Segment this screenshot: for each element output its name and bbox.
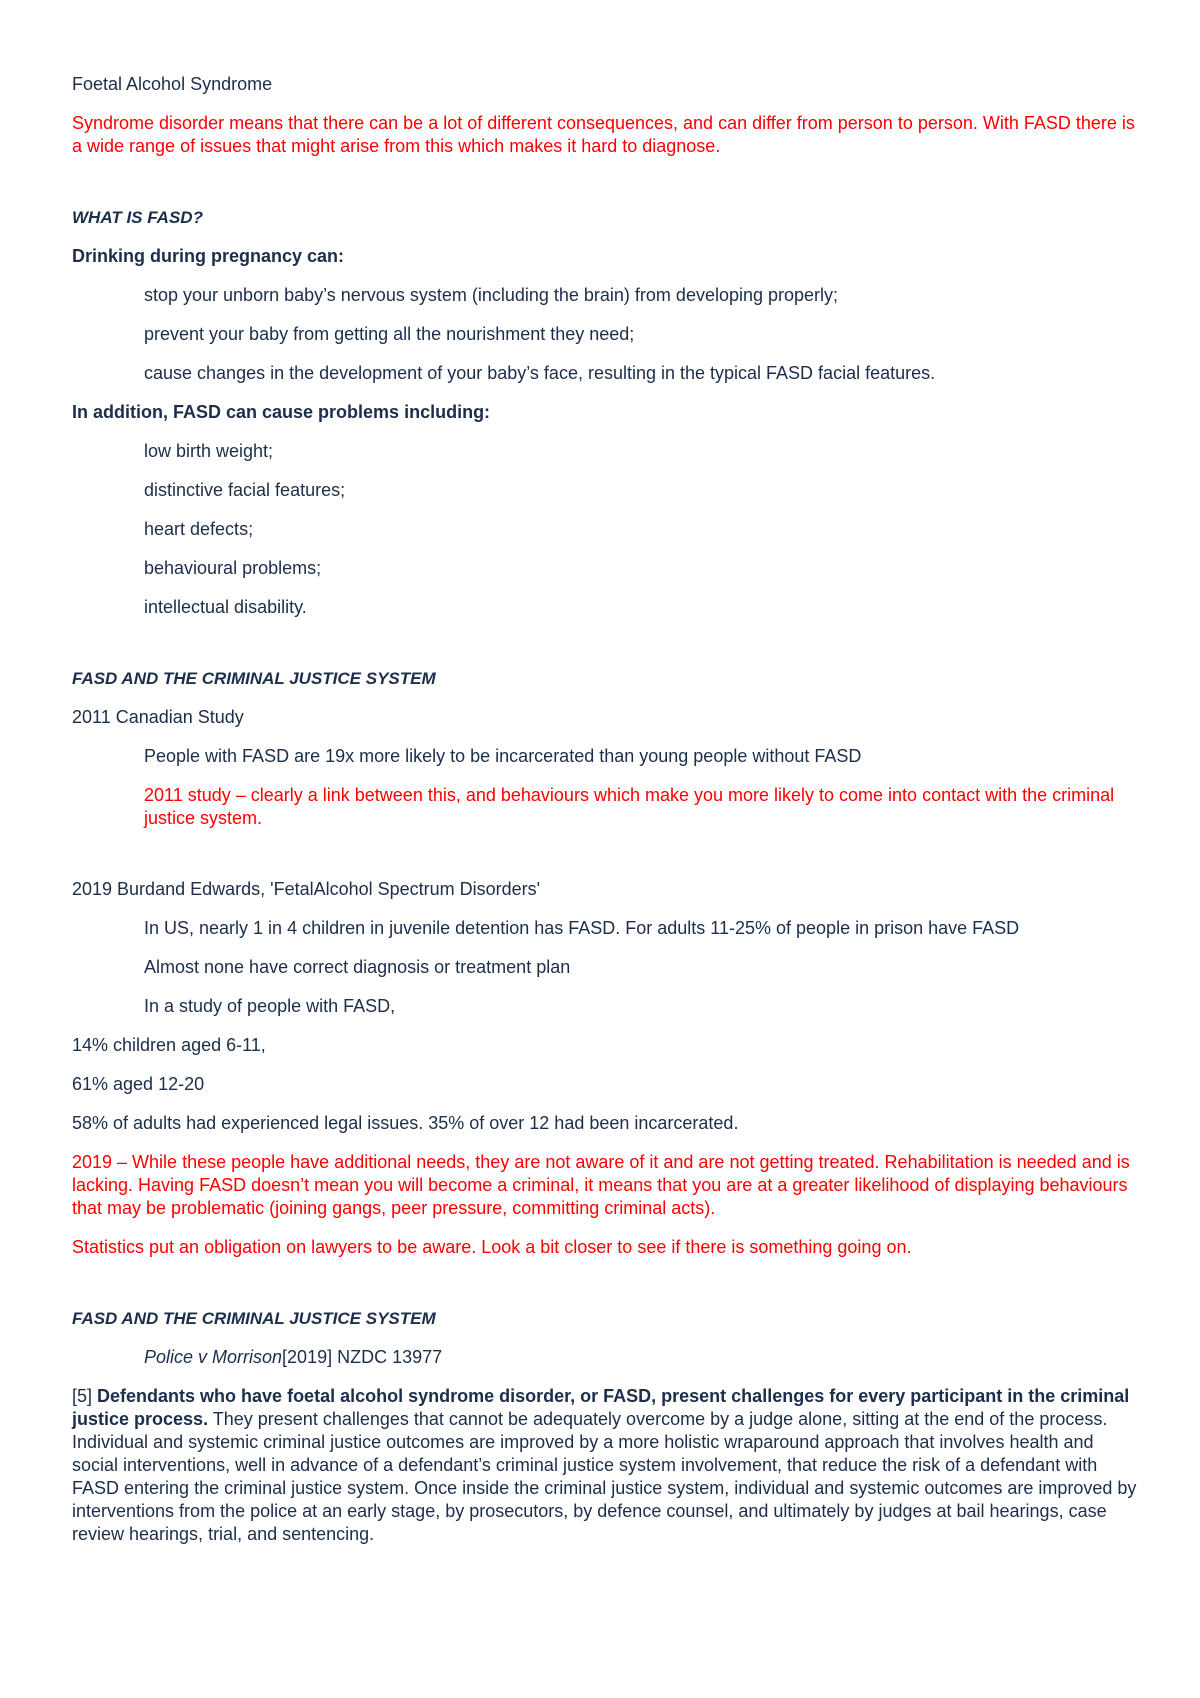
section-heading-what-is-fasd: WHAT IS FASD? xyxy=(72,208,203,227)
spacer xyxy=(72,174,1142,206)
list-item: prevent your baby from getting all the nourishment they need; xyxy=(144,324,635,344)
problems-label: In addition, FASD can cause problems including: xyxy=(72,402,491,422)
case-reference xyxy=(144,1346,1142,1369)
list-item: behavioural problems; xyxy=(144,558,322,578)
spacer xyxy=(72,635,1142,667)
study-2019-point: In US, nearly 1 in 4 children in juvenile detention has FASD. For adults 11-25% of people in prison have FASD xyxy=(144,918,1020,938)
spacer xyxy=(72,846,1142,878)
section-heading-criminal-justice-2: FASD AND THE CRIMINAL JUSTICE SYSTEM xyxy=(72,1309,436,1328)
list-item: stop your unborn baby’s nervous system (including the brain) from developing properly; xyxy=(144,285,839,305)
study-2019-point: Almost none have correct diagnosis or treatment plan xyxy=(144,957,571,977)
case-paragraph xyxy=(72,1385,1142,1546)
list-item: cause changes in the development of your baby’s face, resulting in the typical FASD facial features. xyxy=(144,363,936,383)
document-page xyxy=(72,73,1142,1562)
stat-line: 14% children aged 6-11, xyxy=(72,1035,266,1055)
study-2011-label: 2011 Canadian Study xyxy=(72,707,244,727)
intro-note: Syndrome disorder means that there can be a lot of different consequences, and can differ from person to person. With FASD there is a wide range of issues that might arise from this which makes it hard to diagnose. xyxy=(72,113,1135,156)
list-item: distinctive facial features; xyxy=(144,480,346,500)
case-citation: [2019] NZDC 13977 xyxy=(282,1347,443,1367)
pregnancy-label: Drinking during pregnancy can: xyxy=(72,246,345,266)
study-2011-note: 2011 study – clearly a link between this, and behaviours which make you more likely to come into contact with the criminal justice system. xyxy=(144,785,1115,828)
study-2019-point: In a study of people with FASD, xyxy=(144,996,396,1016)
list-item: heart defects; xyxy=(144,519,254,539)
stat-line: 61% aged 12-20 xyxy=(72,1074,205,1094)
note-2019: 2019 – While these people have additional needs, they are not aware of it and are not getting treated. Rehabilitation is needed and is lacking. Having FASD doesn’t mean you will become a criminal, it means that you are at a greater likelihood of displaying behaviours that may be problematic (joining gangs, peer pressure, committing criminal acts). xyxy=(72,1152,1130,1218)
document-title: Foetal Alcohol Syndrome xyxy=(72,74,273,94)
list-item: low birth weight; xyxy=(144,441,274,461)
paragraph-number: [5] xyxy=(72,1386,93,1406)
stat-line: 58% of adults had experienced legal issues. 35% of over 12 had been incarcerated. xyxy=(72,1113,739,1133)
note-statistics: Statistics put an obligation on lawyers to be aware. Look a bit closer to see if there is something going on. xyxy=(72,1237,912,1257)
spacer xyxy=(72,1275,1142,1307)
study-2019-label: 2019 Burdand Edwards, 'FetalAlcohol Spectrum Disorders' xyxy=(72,879,541,899)
study-2011-point: People with FASD are 19x more likely to be incarcerated than young people without FASD xyxy=(144,746,862,766)
paragraph-text: They present challenges that cannot be adequately overcome by a judge alone, sitting at the end of the process. Individual and systemic criminal justice outcomes are improved by a more holistic wraparound approach that involves health and social interventions, well in advance of a defendant’s criminal justice system involvement, that reduce the risk of a defendant with FASD entering the criminal justice system. Once inside the criminal justice system, individual and systemic outcomes are improved by interventions from the police at an early stage, by prosecutors, by defence counsel, and ultimately by judges at bail hearings, case review hearings, trial, and sentencing. xyxy=(72,1409,1137,1544)
list-item: intellectual disability. xyxy=(144,597,307,617)
paragraph-bold-text: Defendants who have foetal alcohol syndrome disorder, or FASD, present challenges for every participant in the criminal justice process. xyxy=(72,1386,1130,1429)
case-name: Police v Morrison xyxy=(144,1347,283,1367)
section-heading-criminal-justice: FASD AND THE CRIMINAL JUSTICE SYSTEM xyxy=(72,669,436,688)
